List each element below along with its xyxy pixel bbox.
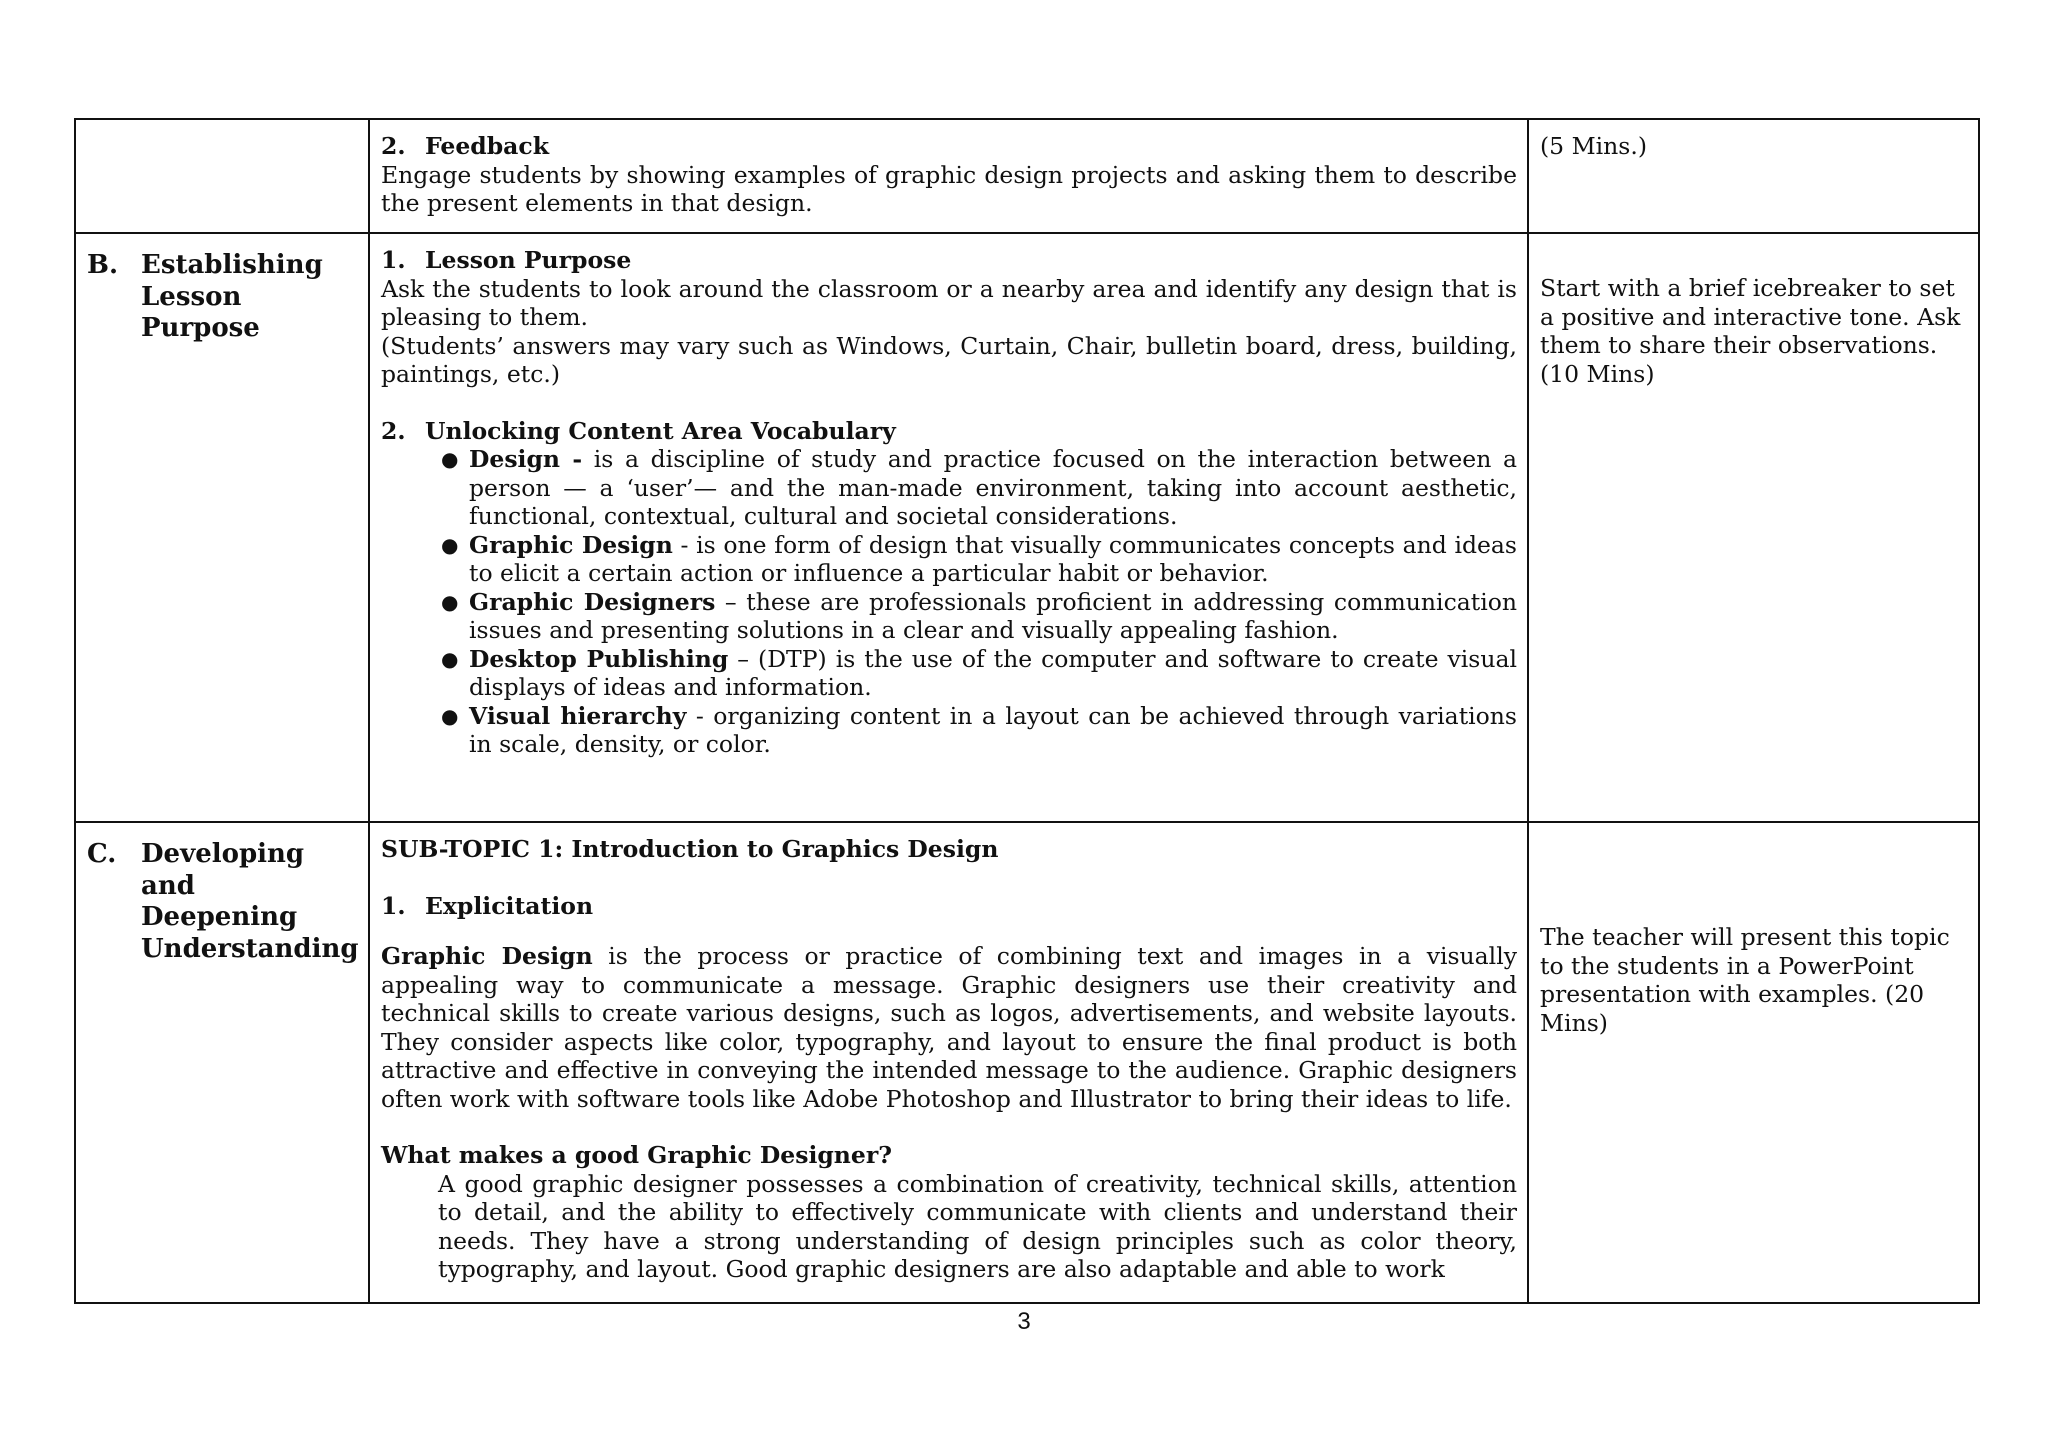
- graphic-design-paragraph: [381, 942, 1517, 1113]
- graphic-design-term: Graphic Design: [381, 942, 593, 970]
- developing-note-cell: [1528, 822, 1979, 1303]
- good-designer-text: A good graphic designer possesses a combination of creativity, technical skills, attention to detail, and the ability to effectively communicate with clients and understand their needs. They have a strong understanding of design principles such as color theory, typography, and layout. Good graphic designers are also adaptable and able to work: [438, 1169, 1517, 1283]
- developing-row: [75, 822, 1979, 1303]
- vocab-definition: – (DTP) is the use of the computer and software to create visual displays of ideas and information.: [469, 644, 1517, 701]
- page-number: 3: [1017, 1308, 1031, 1335]
- graphic-design-text: is the process or practice of combining text and images in a visually appealing way to communicate a message. Graphic designers use their creativity and technical skills to create various designs, such as logos, advertisements, and website layouts. They consider aspects like color, typography, and layout to ensure the final product is both attractive and effective in conveying the intended message to the audience. Graphic designers often work with software tools like Adobe Photoshop and Illustrator to bring their ideas to life.: [381, 942, 1517, 1113]
- vocab-definition: – these are professionals proficient in addressing communication issues and presenting solutions in a clear and visually appealing fashion.: [469, 587, 1517, 644]
- feedback-note: (5 Mins.): [1540, 132, 1648, 160]
- vocab-term: Visual hierarchy: [469, 701, 687, 730]
- feedback-note-cell: [1528, 119, 1979, 233]
- vocab-term: Graphic Designers: [469, 587, 716, 616]
- lesson-purpose-text: Ask the students to look around the classroom or a nearby area and identify any design that is pleasing to them.: [381, 274, 1517, 331]
- subtopic-heading: SUB-TOPIC 1: Introduction to Graphics Design: [381, 835, 999, 863]
- explicitation-heading-text: Explicitation: [425, 891, 594, 920]
- explicitation-number: 1.: [381, 891, 406, 920]
- developing-section-cell: [75, 822, 369, 1303]
- list-item: [441, 702, 1517, 759]
- good-designer-heading: What makes a good Graphic Designer?: [381, 1141, 892, 1169]
- vocabulary-number: 2.: [381, 416, 406, 445]
- list-item: [441, 445, 1517, 531]
- lesson-plan-table: [74, 118, 1980, 1304]
- lesson-purpose-number: 1.: [381, 246, 406, 274]
- lesson-purpose-answers: (Students’ answers may vary such as Windows, Curtain, Chair, bulletin board, dress, building, paintings, etc.): [381, 331, 1517, 388]
- vocab-term: Desktop Publishing: [469, 644, 729, 673]
- feedback-section-cell: [75, 119, 369, 233]
- developing-content-cell: [369, 822, 1528, 1303]
- list-item: [441, 645, 1517, 702]
- developing-note: The teacher will present this topic to the students in a PowerPoint presentation with examples. (20 Mins): [1540, 923, 1950, 1037]
- vocab-definition: - organizing content in a layout can be achieved through variations in scale, density, or color.: [469, 701, 1517, 758]
- feedback-content-cell: [369, 119, 1528, 233]
- list-item: [441, 588, 1517, 645]
- vocab-definition: - is one form of design that visually communicates concepts and ideas to elicit a certain action or influence a particular habit or behavior.: [469, 530, 1517, 587]
- feedback-heading: [381, 132, 1517, 161]
- establishing-note-cell: [1528, 233, 1979, 822]
- developing-section-title: [87, 839, 358, 965]
- vocabulary-list: [381, 445, 1517, 759]
- section-letter: C.: [87, 839, 117, 869]
- explicitation-heading: [381, 892, 1517, 921]
- establishing-note: Start with a brief icebreaker to set a positive and interactive tone. Ask them to share their observations. (10 Mins): [1540, 274, 1961, 388]
- establishing-section-cell: [75, 233, 369, 822]
- feedback-heading-number: 2.: [381, 132, 406, 160]
- establishing-row: [75, 233, 1979, 822]
- list-item: [441, 531, 1517, 588]
- vocab-term: Graphic Design: [469, 530, 673, 559]
- section-title: Developing and Deepening Understanding: [141, 839, 359, 964]
- feedback-text: Engage students by showing examples of graphic design projects and asking them to describe the present elements in that design.: [381, 160, 1517, 217]
- establishing-section-title: [87, 250, 358, 345]
- feedback-heading-text: Feedback: [425, 132, 549, 160]
- vocabulary-heading: [381, 417, 1517, 446]
- section-letter: B.: [87, 250, 119, 280]
- vocab-term: Design -: [469, 445, 583, 473]
- vocabulary-heading-text: Unlocking Content Area Vocabulary: [425, 416, 896, 445]
- establishing-content-cell: [369, 233, 1528, 822]
- section-title: Establishing Lesson Purpose: [141, 250, 323, 343]
- lesson-purpose-heading: [381, 246, 1517, 275]
- lesson-purpose-heading-text: Lesson Purpose: [425, 246, 632, 274]
- feedback-row: [75, 119, 1979, 233]
- vocab-definition: is a discipline of study and practice focused on the interaction between a person — a ‘user’— and the man-made environment, taking into account aesthetic, functional, contextual, cultural and societal considerations.: [469, 445, 1517, 530]
